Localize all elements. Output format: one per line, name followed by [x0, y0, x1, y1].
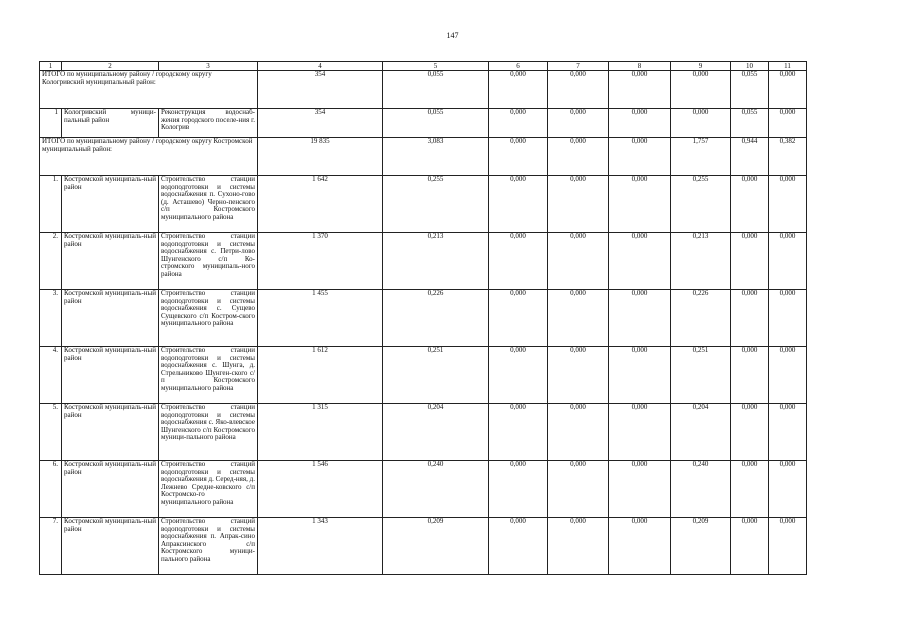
total-value-cell: 354 [258, 71, 383, 109]
value-cell: 354 [258, 109, 383, 138]
value-cell: 0,000 [548, 347, 609, 404]
table-row [40, 233, 807, 290]
value-cell: 0,251 [383, 347, 489, 404]
district-name: Костромской муниципаль-ный район [62, 176, 159, 233]
total-value-cell: 0,000 [609, 138, 671, 176]
table-row [40, 404, 807, 461]
value-cell: 0,000 [548, 404, 609, 461]
value-cell: 0,204 [671, 404, 731, 461]
column-number-row [40, 62, 807, 71]
value-cell: 0,000 [489, 518, 548, 575]
district-total-label: ИТОГО по муниципальному району / городскому округу Кологривский муниципальный район: [40, 71, 258, 109]
value-cell: 0,000 [769, 404, 807, 461]
value-cell: 0,209 [383, 518, 489, 575]
row-index: 2. [40, 233, 62, 290]
total-value-cell: 0,055 [731, 71, 769, 109]
value-cell: 0,000 [731, 233, 769, 290]
value-cell: 0,000 [548, 176, 609, 233]
value-cell: 0,000 [609, 233, 671, 290]
project-name: Строительство станции водоподготовки и системы водоснабжения с. Петри-лово Шунгенского с/п Ко-стромского муниципаль-ного района [159, 233, 258, 290]
row-index: 4. [40, 347, 62, 404]
value-cell: 0,000 [548, 233, 609, 290]
value-cell: 0,000 [731, 290, 769, 347]
value-cell: 0,000 [731, 518, 769, 575]
project-name: Строительство станций водоподготовки и системы водоснабжения п. Апрак-сино Апраксинского с/п Костромского муници-пального района [159, 518, 258, 575]
total-value-cell: 0,944 [731, 138, 769, 176]
value-cell: 0,055 [731, 109, 769, 138]
row-index: 1. [40, 176, 62, 233]
column-number-cell: 4 [258, 62, 383, 71]
value-cell: 1 612 [258, 347, 383, 404]
value-cell: 0,000 [671, 109, 731, 138]
investment-table [39, 61, 807, 575]
value-cell: 0,240 [671, 461, 731, 518]
value-cell: 0,000 [548, 461, 609, 518]
total-value-cell: 0,000 [609, 71, 671, 109]
table-row [40, 176, 807, 233]
value-cell: 0,000 [548, 290, 609, 347]
district-name: Кологривский муници-пальный район [62, 109, 159, 138]
value-cell: 0,000 [731, 347, 769, 404]
district-name: Костромской муниципаль-ный район [62, 347, 159, 404]
column-number-cell: 2 [62, 62, 159, 71]
project-name: Строительство станции водоподготовки и системы водоснабжения с. Шунга, д. Стрельниково Шунген-ского с/п Костромского муниципального района [159, 347, 258, 404]
row-index: 7. [40, 518, 62, 575]
total-value-cell: 1,757 [671, 138, 731, 176]
district-total-row [40, 138, 807, 176]
table-row [40, 518, 807, 575]
district-name: Костромской муниципаль-ный район [62, 461, 159, 518]
value-cell: 0,213 [671, 233, 731, 290]
value-cell: 0,251 [671, 347, 731, 404]
project-name: Строительство станций водоподготовки и системы водоснабжения д. Серед-няя, д. Лежнево Средне-ковского с/п Костромско-го муниципального района [159, 461, 258, 518]
column-number-cell: 11 [769, 62, 807, 71]
value-cell: 0,000 [769, 233, 807, 290]
project-name: Реконструкция водоснаб-жения городского поселе-ния г. Кологрив [159, 109, 258, 138]
column-number-cell: 7 [548, 62, 609, 71]
value-cell: 0,000 [489, 233, 548, 290]
district-total-label: ИТОГО по муниципальному району / городскому округу Костромской муниципальный район: [40, 138, 258, 176]
district-name: Костромской муниципаль-ный район [62, 233, 159, 290]
value-cell: 0,000 [548, 518, 609, 575]
total-value-cell: 0,055 [383, 71, 489, 109]
value-cell: 0,000 [609, 347, 671, 404]
row-index: 6. [40, 461, 62, 518]
value-cell: 0,000 [609, 461, 671, 518]
table-row [40, 109, 807, 138]
value-cell: 0,226 [383, 290, 489, 347]
column-number-cell: 6 [489, 62, 548, 71]
district-name: Костромской муниципаль-ный район [62, 290, 159, 347]
column-number-cell: 10 [731, 62, 769, 71]
row-index: 5. [40, 404, 62, 461]
value-cell: 0,000 [769, 347, 807, 404]
table-row [40, 290, 807, 347]
value-cell: 0,000 [769, 461, 807, 518]
value-cell: 0,204 [383, 404, 489, 461]
total-value-cell: 0,000 [548, 138, 609, 176]
column-number-cell: 1 [40, 62, 62, 71]
value-cell: 0,000 [489, 290, 548, 347]
value-cell: 0,000 [609, 176, 671, 233]
value-cell: 0,000 [769, 109, 807, 138]
total-value-cell: 0,000 [671, 71, 731, 109]
value-cell: 0,209 [671, 518, 731, 575]
value-cell: 0,000 [609, 290, 671, 347]
value-cell: 0,213 [383, 233, 489, 290]
value-cell: 0,000 [769, 290, 807, 347]
value-cell: 0,000 [489, 404, 548, 461]
total-value-cell: 0,000 [489, 138, 548, 176]
column-number-cell: 3 [159, 62, 258, 71]
district-name: Костромской муниципаль-ный район [62, 404, 159, 461]
page-number: 147 [446, 31, 459, 40]
district-name: Костромской муниципаль-ный район [62, 518, 159, 575]
project-name: Строительство станции водоподготовки и системы водоснабжения п. Сухоно-гово (д. Асташево) Черно-пенского с/п Костромского муниципального района [159, 176, 258, 233]
total-value-cell: 19 835 [258, 138, 383, 176]
project-name: Строительство станции водоподготовки и системы водоснабжения с. Яко-влевское Шунгенского с/п Костромского муници-пального района [159, 404, 258, 461]
column-number-cell: 8 [609, 62, 671, 71]
value-cell: 1 455 [258, 290, 383, 347]
value-cell: 0,000 [489, 461, 548, 518]
value-cell: 0,000 [609, 404, 671, 461]
value-cell: 0,000 [489, 176, 548, 233]
value-cell: 0,000 [548, 109, 609, 138]
value-cell: 1 642 [258, 176, 383, 233]
table-row [40, 347, 807, 404]
value-cell: 0,000 [609, 109, 671, 138]
district-total-row [40, 71, 807, 109]
project-name: Строительство станции водоподготовки и системы водоснабжения с. Сущево Сущевского с/п Костром-ского муниципального района [159, 290, 258, 347]
total-value-cell: 3,083 [383, 138, 489, 176]
total-value-cell: 0,000 [769, 71, 807, 109]
value-cell: 1 315 [258, 404, 383, 461]
value-cell: 0,000 [769, 176, 807, 233]
value-cell: 0,240 [383, 461, 489, 518]
value-cell: 1 546 [258, 461, 383, 518]
row-index: 3. [40, 290, 62, 347]
value-cell: 1 370 [258, 233, 383, 290]
value-cell: 0,226 [671, 290, 731, 347]
value-cell: 0,000 [489, 109, 548, 138]
value-cell: 1 343 [258, 518, 383, 575]
column-number-cell: 5 [383, 62, 489, 71]
row-index: 1 [40, 109, 62, 138]
value-cell: 0,000 [769, 518, 807, 575]
total-value-cell: 0,382 [769, 138, 807, 176]
column-number-cell: 9 [671, 62, 731, 71]
table-row [40, 461, 807, 518]
value-cell: 0,000 [489, 347, 548, 404]
total-value-cell: 0,000 [548, 71, 609, 109]
value-cell: 0,000 [731, 461, 769, 518]
value-cell: 0,000 [731, 176, 769, 233]
value-cell: 0,255 [383, 176, 489, 233]
value-cell: 0,000 [731, 404, 769, 461]
total-value-cell: 0,000 [489, 71, 548, 109]
value-cell: 0,255 [671, 176, 731, 233]
value-cell: 0,055 [383, 109, 489, 138]
value-cell: 0,000 [609, 518, 671, 575]
